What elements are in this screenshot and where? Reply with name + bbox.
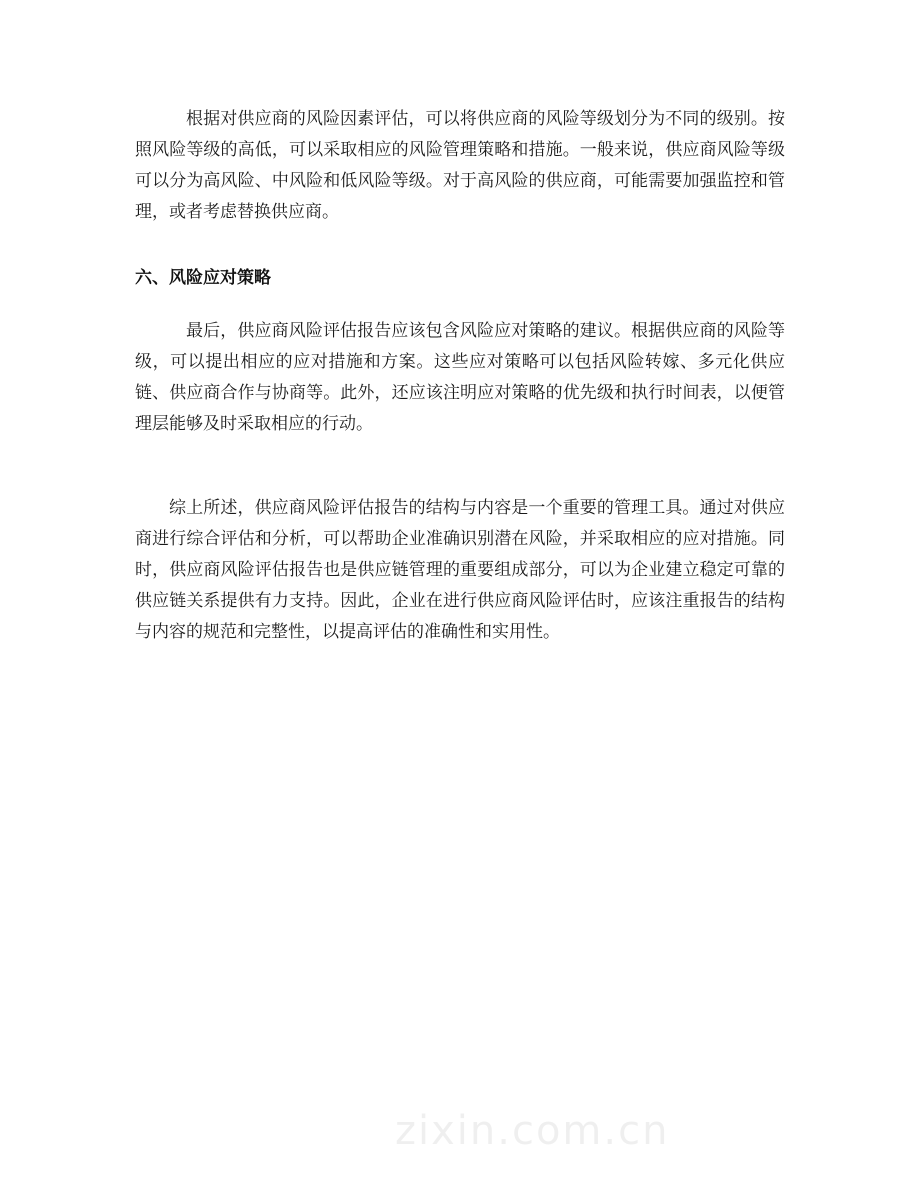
- body-paragraph: 最后，供应商风险评估报告应该包含风险应对策略的建议。根据供应商的风险等级，可以提出相应的应对措施和方案。这些应对策略可以包括风险转嫁、多元化供应链、供应商合作与协商等。此外，还应该注明应对策略的优先级和执行时间表，以便管理层能够及时采取相应的行动。: [135, 321, 785, 434]
- body-paragraph: 综上所述，供应商风险评估报告的结构与内容是一个重要的管理工具。通过对供应商进行综合评估和分析，可以帮助企业准确识别潜在风险，并采取相应的应对措施。同时，供应商风险评估报告也是供应链管理的重要组成部分，可以为企业建立稳定可靠的供应链关系提供有力支持。因此，企业在进行供应商风险评估时，应该注重报告的结构与内容的规范和完整性，以提高评估的准确性和实用性。: [135, 498, 785, 642]
- watermark: zixin.com.cn: [395, 1108, 670, 1154]
- section-heading: 六、风险应对策略: [135, 268, 271, 288]
- body-paragraph: 根据对供应商的风险因素评估，可以将供应商的风险等级划分为不同的级别。按照风险等级的高低，可以采取相应的风险管理策略和措施。一般来说，供应商风险等级可以分为高风险、中风险和低风险等级。对于高风险的供应商，可能需要加强监控和管理，或者考虑替换供应商。: [135, 109, 785, 222]
